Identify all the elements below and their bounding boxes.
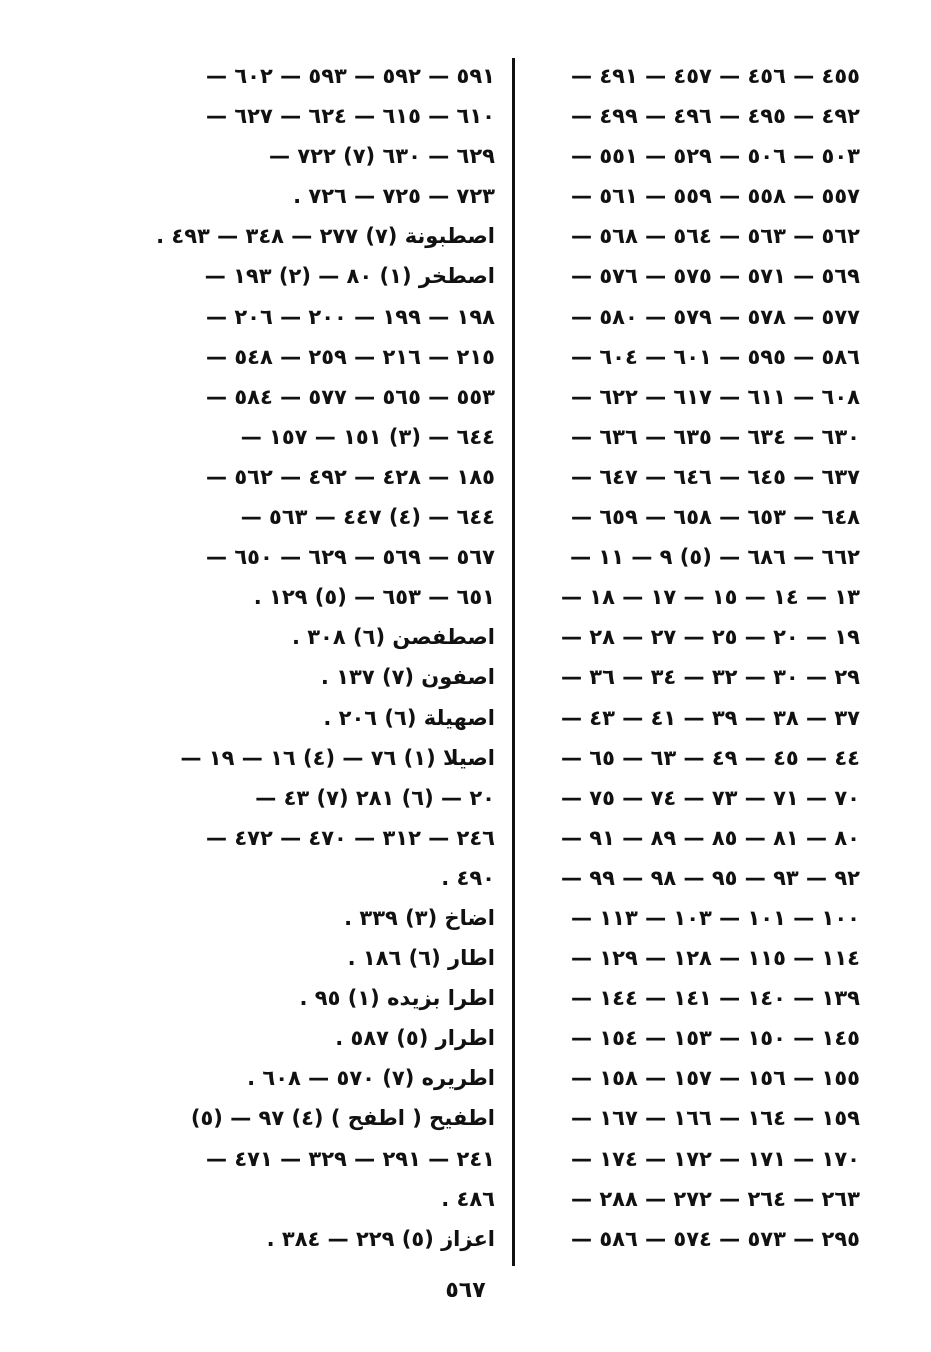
index-line: اصطخر (١) ٨٠ — (٢) ١٩٣ — — [204, 264, 495, 289]
index-line: ٦٤٨ — ٦٥٣ — ٦٥٨ — ٦٥٩ — — [571, 505, 860, 530]
index-line: ٦٣٠ — ٦٣٤ — ٦٣٥ — ٦٣٦ — — [571, 424, 860, 449]
index-line: ٥٦٧ — ٥٦٩ — ٦٢٩ — ٦٥٠ — — [206, 545, 495, 570]
index-line: اطرار (٥) ٥٨٧ . — [335, 1026, 495, 1051]
index-line: ١٥٩ — ١٦٤ — ١٦٦ — ١٦٧ — — [571, 1106, 860, 1131]
index-line: ٣٧ — ٣٨ — ٣٩ — ٤١ — ٤٣ — — [560, 705, 860, 730]
index-line: ٢٦٣ — ٢٦٤ — ٢٧٢ — ٢٨٨ — — [571, 1186, 860, 1211]
index-line: ٦٥١ — ٦٥٣ — (٥) ١٢٩ . — [253, 585, 495, 610]
index-line: ٢٤٦ — ٣١٢ — ٤٧٠ — ٤٧٢ — — [206, 825, 495, 850]
index-line: اعزاز (٥) ٢٢٩ — ٣٨٤ . — [266, 1226, 495, 1251]
index-line: ٤٤ — ٤٥ — ٤٩ — ٦٣ — ٦٥ — — [560, 745, 860, 770]
index-line: ٤٩٢ — ٤٩٥ — ٤٩٦ — ٤٩٩ — — [571, 104, 860, 129]
index-column-right — [540, 56, 860, 1259]
index-line: ٤٩٠ . — [441, 865, 495, 890]
index-line: ٢٩ — ٣٠ — ٣٢ — ٣٤ — ٣٦ — — [560, 665, 860, 690]
index-line: ١٣٩ — ١٤٠ — ١٤١ — ١٤٤ — — [571, 986, 860, 1011]
index-line: ١٧٠ — ١٧١ — ١٧٢ — ١٧٤ — — [571, 1146, 860, 1171]
index-line: اصهيلة (٦) ٢٠٦ . — [323, 705, 495, 730]
index-line: ١٨٥ — ٤٢٨ — ٤٩٢ — ٥٦٢ — — [206, 464, 495, 489]
index-line: اضاخ (٣) ٣٣٩ . — [344, 905, 495, 930]
index-line: ٧٢٣ — ٧٢٥ — ٧٢٦ . — [293, 184, 495, 209]
index-line: ٧٠ — ٧١ — ٧٣ — ٧٤ — ٧٥ — — [560, 785, 860, 810]
index-line: اطرا بزيده (١) ٩٥ . — [299, 986, 495, 1011]
index-line: ٥٦٢ — ٥٦٣ — ٥٦٤ — ٥٦٨ — — [571, 224, 860, 249]
page-number: ٥٦٧ — [445, 1278, 486, 1303]
index-line: ٦٣٧ — ٦٤٥ — ٦٤٦ — ٦٤٧ — — [571, 464, 860, 489]
index-line: ٦٠٨ — ٦١١ — ٦١٧ — ٦٢٢ — — [571, 384, 860, 409]
index-line: ٥٥٣ — ٥٦٥ — ٥٧٧ — ٥٨٤ — — [206, 384, 495, 409]
index-line: ٢٠ — (٦) ٢٨١ (٧) ٤٣ — — [255, 785, 495, 810]
index-line: ٢٩٥ — ٥٧٣ — ٥٧٤ — ٥٨٦ — — [571, 1226, 860, 1251]
index-line: اصيلا (١) ٧٦ — (٤) ١٦ — ١٩ — — [180, 745, 495, 770]
index-line: ٢٤١ — ٢٩١ — ٣٢٩ — ٤٧١ — — [206, 1146, 495, 1171]
index-line: ٦٢٩ — ٦٣٠ (٧) ٧٢٢ — — [269, 144, 495, 169]
index-line: ٢١٥ — ٢١٦ — ٢٥٩ — ٥٤٨ — — [206, 344, 495, 369]
index-line: ١٩ — ٢٠ — ٢٥ — ٢٧ — ٢٨ — — [560, 625, 860, 650]
index-line: ٥٨٦ — ٥٩٥ — ٦٠١ — ٦٠٤ — — [571, 344, 860, 369]
index-line: ٥٦٩ — ٥٧١ — ٥٧٥ — ٥٧٦ — — [571, 264, 860, 289]
column-divider — [512, 58, 515, 1266]
index-line: اصطبونة (٧) ٢٧٧ — ٣٤٨ — ٤٩٣ . — [156, 224, 495, 249]
index-line: اصفون (٧) ١٣٧ . — [320, 665, 495, 690]
index-line: ٦٤٤ — (٣) ١٥١ — ١٥٧ — — [240, 424, 495, 449]
index-line: اطريره (٧) ٥٧٠ — ٦٠٨ . — [247, 1066, 495, 1091]
index-line: ١١٤ — ١١٥ — ١٢٨ — ١٢٩ — — [571, 946, 860, 971]
index-line: ١٠٠ — ١٠١ — ١٠٣ — ١١٣ — — [571, 905, 860, 930]
index-line: ٤٨٦ . — [441, 1186, 495, 1211]
index-line: ٦٦٢ — ٦٨٦ — (٥) ٩ — ١١ — — [570, 545, 860, 570]
index-line: ١٥٥ — ١٥٦ — ١٥٧ — ١٥٨ — — [571, 1066, 860, 1091]
index-line: ٨٠ — ٨١ — ٨٥ — ٨٩ — ٩١ — — [560, 825, 860, 850]
index-line: ٥٩١ — ٥٩٢ — ٥٩٣ — ٦٠٢ — — [206, 64, 495, 88]
index-line: ٥٥٧ — ٥٥٨ — ٥٥٩ — ٥٦١ — — [571, 184, 860, 209]
index-line: ١٤٥ — ١٥٠ — ١٥٣ — ١٥٤ — — [571, 1026, 860, 1051]
index-line: اطفيح ( اطفح ) (٤) ٩٧ — (٥) — [190, 1106, 495, 1131]
index-line: ٩٢ — ٩٣ — ٩٥ — ٩٨ — ٩٩ — — [560, 865, 860, 890]
index-line: ٤٥٥ — ٤٥٦ — ٤٥٧ — ٤٩١ — — [571, 64, 860, 88]
index-line: ٦١٠ — ٦١٥ — ٦٢٤ — ٦٢٧ — — [206, 104, 495, 129]
index-line: ١٣ — ١٤ — ١٥ — ١٧ — ١٨ — — [560, 585, 860, 610]
index-line: اصطفصن (٦) ٣٠٨ . — [291, 625, 495, 650]
index-line: ٦٤٤ — (٤) ٤٤٧ — ٥٦٣ — — [240, 505, 495, 530]
index-line: ٥٧٧ — ٥٧٨ — ٥٧٩ — ٥٨٠ — — [571, 304, 860, 329]
index-line: ١٩٨ — ١٩٩ — ٢٠٠ — ٢٠٦ — — [206, 304, 495, 329]
index-column-left — [140, 56, 495, 1259]
index-line: اطار (٦) ١٨٦ . — [347, 946, 495, 971]
index-line: ٥٠٣ — ٥٠٦ — ٥٢٩ — ٥٥١ — — [571, 144, 860, 169]
